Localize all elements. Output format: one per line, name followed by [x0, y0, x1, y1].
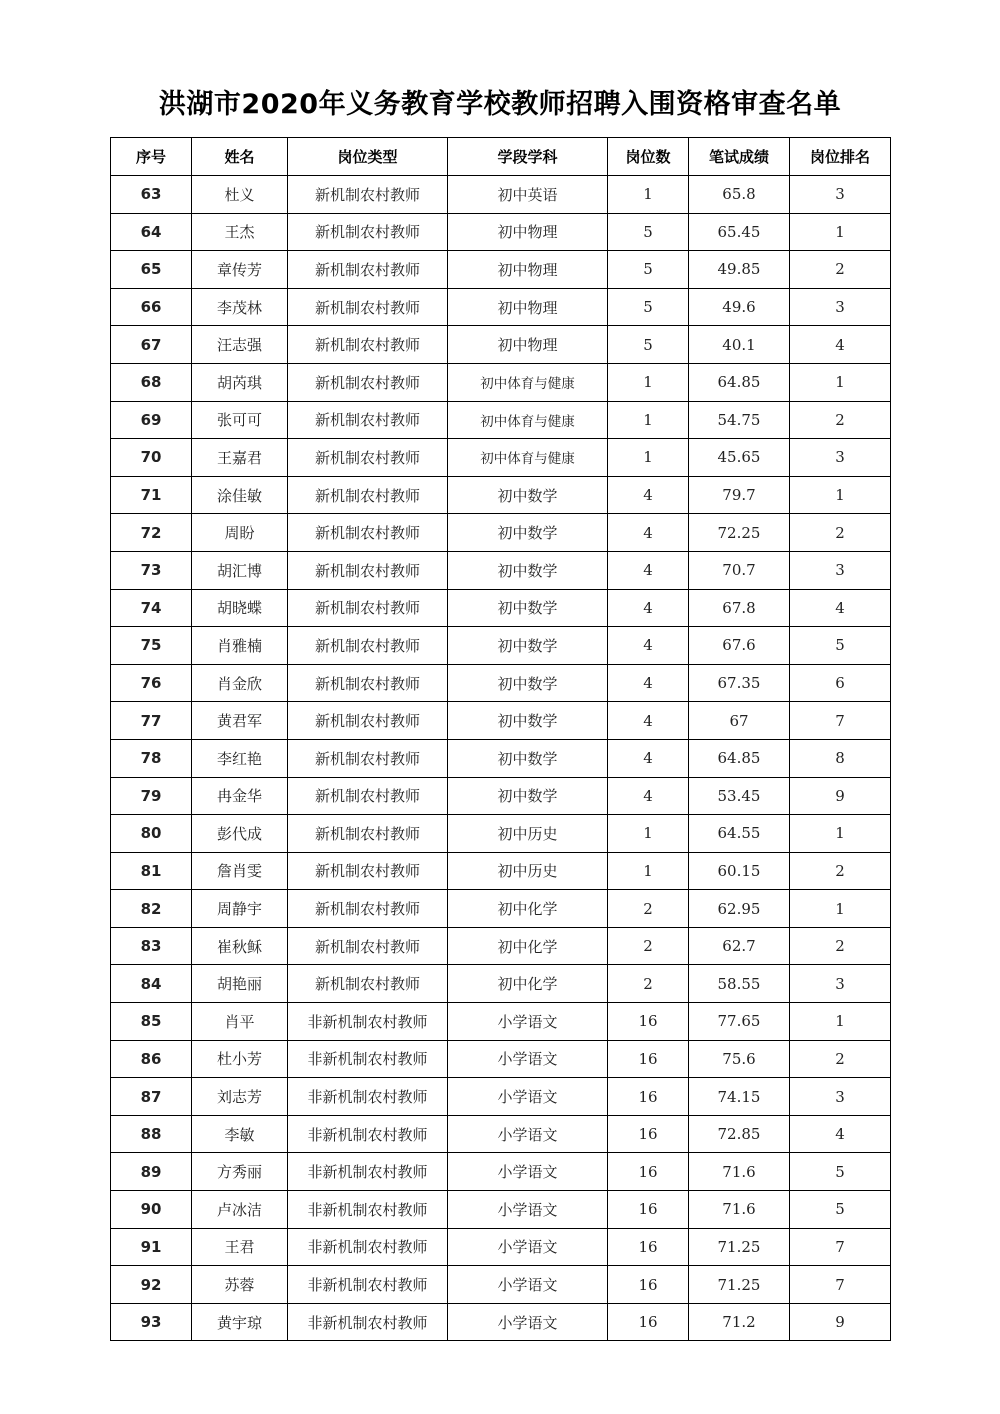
cell-post-rank: 6 [790, 664, 891, 702]
cell-post-rank: 5 [790, 627, 891, 665]
cell-post-rank: 9 [790, 777, 891, 815]
cell-post-type: 新机制农村教师 [288, 213, 448, 251]
cell-post-count: 4 [608, 664, 689, 702]
cell-post-type: 非新机制农村教师 [288, 1228, 448, 1266]
cell-post-count: 1 [608, 363, 689, 401]
cell-post-count: 5 [608, 251, 689, 289]
cell-written-score: 71.6 [689, 1153, 790, 1191]
cell-post-rank: 2 [790, 852, 891, 890]
header-row [111, 138, 891, 176]
cell-name: 胡艳丽 [192, 965, 288, 1003]
cell-subject: 初中数学 [448, 589, 608, 627]
cell-post-count: 16 [608, 1228, 689, 1266]
cell-post-count: 4 [608, 702, 689, 740]
cell-seq: 84 [111, 965, 192, 1003]
cell-subject: 初中数学 [448, 514, 608, 552]
cell-post-rank: 7 [790, 1266, 891, 1304]
cell-subject: 初中物理 [448, 288, 608, 326]
cell-post-type: 新机制农村教师 [288, 251, 448, 289]
cell-post-count: 1 [608, 401, 689, 439]
cell-subject: 初中数学 [448, 702, 608, 740]
cell-seq: 80 [111, 815, 192, 853]
table-body [111, 176, 891, 1341]
cell-name: 胡晓蝶 [192, 589, 288, 627]
table-row [111, 1303, 891, 1341]
cell-post-rank: 2 [790, 401, 891, 439]
cell-subject: 初中数学 [448, 739, 608, 777]
cell-seq: 92 [111, 1266, 192, 1304]
cell-post-count: 4 [608, 551, 689, 589]
cell-subject: 初中物理 [448, 326, 608, 364]
table-row [111, 890, 891, 928]
cell-seq: 93 [111, 1303, 192, 1341]
cell-name: 王杰 [192, 213, 288, 251]
cell-seq: 72 [111, 514, 192, 552]
cell-name: 胡汇博 [192, 551, 288, 589]
cell-post-type: 新机制农村教师 [288, 702, 448, 740]
cell-post-rank: 3 [790, 439, 891, 477]
cell-post-type: 非新机制农村教师 [288, 1078, 448, 1116]
cell-subject: 小学语文 [448, 1266, 608, 1304]
table-row [111, 1191, 891, 1229]
cell-name: 方秀丽 [192, 1153, 288, 1191]
cell-post-rank: 7 [790, 1228, 891, 1266]
cell-written-score: 71.25 [689, 1266, 790, 1304]
cell-written-score: 65.45 [689, 213, 790, 251]
cell-written-score: 71.6 [689, 1191, 790, 1229]
cell-name: 李红艳 [192, 739, 288, 777]
cell-written-score: 62.95 [689, 890, 790, 928]
cell-post-count: 4 [608, 476, 689, 514]
cell-post-type: 新机制农村教师 [288, 852, 448, 890]
cell-written-score: 67.8 [689, 589, 790, 627]
cell-post-rank: 4 [790, 589, 891, 627]
cell-post-type: 非新机制农村教师 [288, 1303, 448, 1341]
cell-post-count: 16 [608, 1191, 689, 1229]
cell-seq: 83 [111, 927, 192, 965]
cell-subject: 小学语文 [448, 1115, 608, 1153]
cell-written-score: 49.6 [689, 288, 790, 326]
cell-name: 王嘉君 [192, 439, 288, 477]
cell-name: 苏蓉 [192, 1266, 288, 1304]
cell-post-type: 非新机制农村教师 [288, 1040, 448, 1078]
cell-written-score: 75.6 [689, 1040, 790, 1078]
cell-seq: 90 [111, 1191, 192, 1229]
cell-post-rank: 2 [790, 251, 891, 289]
cell-post-type: 新机制农村教师 [288, 664, 448, 702]
table-row [111, 326, 891, 364]
cell-post-count: 5 [608, 326, 689, 364]
cell-post-rank: 3 [790, 288, 891, 326]
cell-subject: 初中数学 [448, 551, 608, 589]
cell-subject: 初中化学 [448, 890, 608, 928]
cell-written-score: 79.7 [689, 476, 790, 514]
cell-name: 崔秋稣 [192, 927, 288, 965]
cell-written-score: 49.85 [689, 251, 790, 289]
cell-post-count: 4 [608, 627, 689, 665]
cell-subject: 小学语文 [448, 1040, 608, 1078]
cell-post-count: 5 [608, 213, 689, 251]
header-post-rank: 岗位排名 [790, 138, 891, 176]
cell-post-rank: 1 [790, 213, 891, 251]
cell-post-rank: 4 [790, 326, 891, 364]
cell-post-type: 非新机制农村教师 [288, 1266, 448, 1304]
cell-name: 杜义 [192, 176, 288, 214]
cell-written-score: 67 [689, 702, 790, 740]
cell-post-rank: 3 [790, 965, 891, 1003]
cell-post-type: 新机制农村教师 [288, 890, 448, 928]
cell-written-score: 72.85 [689, 1115, 790, 1153]
table-row [111, 514, 891, 552]
cell-name: 张可可 [192, 401, 288, 439]
cell-subject: 初中数学 [448, 627, 608, 665]
roster-table [110, 137, 891, 1341]
table-row [111, 213, 891, 251]
cell-seq: 65 [111, 251, 192, 289]
table-row [111, 664, 891, 702]
header-written-score: 笔试成绩 [689, 138, 790, 176]
cell-post-type: 新机制农村教师 [288, 739, 448, 777]
cell-post-count: 16 [608, 1003, 689, 1041]
cell-written-score: 74.15 [689, 1078, 790, 1116]
table-row [111, 401, 891, 439]
cell-post-count: 1 [608, 815, 689, 853]
cell-post-type: 新机制农村教师 [288, 927, 448, 965]
cell-written-score: 62.7 [689, 927, 790, 965]
page-title: 洪湖市2020年义务教育学校教师招聘入围资格审查名单 [158, 89, 842, 120]
cell-subject: 小学语文 [448, 1078, 608, 1116]
cell-post-rank: 1 [790, 1003, 891, 1041]
table-row [111, 439, 891, 477]
cell-subject: 初中物理 [448, 251, 608, 289]
cell-subject: 小学语文 [448, 1191, 608, 1229]
cell-written-score: 58.55 [689, 965, 790, 1003]
cell-subject: 初中数学 [448, 476, 608, 514]
cell-name: 周盼 [192, 514, 288, 552]
cell-post-type: 新机制农村教师 [288, 476, 448, 514]
cell-post-type: 新机制农村教师 [288, 363, 448, 401]
cell-post-rank: 1 [790, 815, 891, 853]
cell-post-type: 新机制农村教师 [288, 777, 448, 815]
cell-subject: 初中体育与健康 [448, 363, 608, 401]
table-row [111, 288, 891, 326]
cell-written-score: 40.1 [689, 326, 790, 364]
cell-post-count: 2 [608, 965, 689, 1003]
cell-post-type: 非新机制农村教师 [288, 1115, 448, 1153]
cell-written-score: 65.8 [689, 176, 790, 214]
cell-name: 涂佳敏 [192, 476, 288, 514]
cell-post-count: 16 [608, 1153, 689, 1191]
table-row [111, 1266, 891, 1304]
cell-post-count: 1 [608, 852, 689, 890]
cell-name: 章传芳 [192, 251, 288, 289]
header-name: 姓名 [192, 138, 288, 176]
cell-subject: 初中历史 [448, 815, 608, 853]
cell-post-rank: 3 [790, 176, 891, 214]
cell-subject: 初中化学 [448, 927, 608, 965]
cell-post-type: 新机制农村教师 [288, 401, 448, 439]
cell-post-count: 2 [608, 890, 689, 928]
table-row [111, 1115, 891, 1153]
cell-post-rank: 2 [790, 1040, 891, 1078]
cell-subject: 初中体育与健康 [448, 439, 608, 477]
cell-name: 周静宇 [192, 890, 288, 928]
cell-post-rank: 8 [790, 739, 891, 777]
cell-post-count: 16 [608, 1078, 689, 1116]
cell-seq: 91 [111, 1228, 192, 1266]
cell-written-score: 67.6 [689, 627, 790, 665]
cell-name: 肖金欣 [192, 664, 288, 702]
cell-post-count: 1 [608, 176, 689, 214]
table-row [111, 1040, 891, 1078]
cell-seq: 63 [111, 176, 192, 214]
cell-subject: 初中数学 [448, 664, 608, 702]
cell-post-count: 1 [608, 439, 689, 477]
cell-post-count: 16 [608, 1040, 689, 1078]
cell-name: 杜小芳 [192, 1040, 288, 1078]
cell-post-type: 新机制农村教师 [288, 815, 448, 853]
cell-post-count: 4 [608, 739, 689, 777]
cell-seq: 86 [111, 1040, 192, 1078]
cell-name: 冉金华 [192, 777, 288, 815]
cell-post-rank: 3 [790, 1078, 891, 1116]
cell-written-score: 64.85 [689, 739, 790, 777]
cell-post-rank: 1 [790, 363, 891, 401]
cell-post-rank: 5 [790, 1153, 891, 1191]
cell-subject: 小学语文 [448, 1153, 608, 1191]
cell-subject: 初中体育与健康 [448, 401, 608, 439]
cell-seq: 89 [111, 1153, 192, 1191]
cell-written-score: 70.7 [689, 551, 790, 589]
table-row [111, 1153, 891, 1191]
cell-name: 胡芮琪 [192, 363, 288, 401]
table-row [111, 852, 891, 890]
cell-written-score: 77.65 [689, 1003, 790, 1041]
table-row [111, 551, 891, 589]
table-row [111, 777, 891, 815]
cell-post-type: 新机制农村教师 [288, 176, 448, 214]
cell-seq: 69 [111, 401, 192, 439]
cell-name: 黄君军 [192, 702, 288, 740]
cell-written-score: 64.85 [689, 363, 790, 401]
cell-seq: 70 [111, 439, 192, 477]
cell-written-score: 71.2 [689, 1303, 790, 1341]
header-post-type: 岗位类型 [288, 138, 448, 176]
table-row [111, 627, 891, 665]
cell-written-score: 72.25 [689, 514, 790, 552]
cell-written-score: 64.55 [689, 815, 790, 853]
cell-written-score: 45.65 [689, 439, 790, 477]
cell-seq: 79 [111, 777, 192, 815]
cell-written-score: 54.75 [689, 401, 790, 439]
cell-post-type: 非新机制农村教师 [288, 1191, 448, 1229]
cell-post-rank: 1 [790, 476, 891, 514]
header-seq: 序号 [111, 138, 192, 176]
cell-post-rank: 4 [790, 1115, 891, 1153]
cell-post-count: 4 [608, 514, 689, 552]
table-row [111, 927, 891, 965]
cell-post-rank: 7 [790, 702, 891, 740]
cell-seq: 78 [111, 739, 192, 777]
cell-post-count: 16 [608, 1115, 689, 1153]
cell-post-type: 新机制农村教师 [288, 965, 448, 1003]
cell-post-count: 16 [608, 1303, 689, 1341]
cell-name: 肖平 [192, 1003, 288, 1041]
cell-seq: 81 [111, 852, 192, 890]
table-row [111, 739, 891, 777]
cell-post-type: 新机制农村教师 [288, 551, 448, 589]
cell-post-count: 5 [608, 288, 689, 326]
table-row [111, 251, 891, 289]
table-row [111, 1228, 891, 1266]
cell-post-rank: 9 [790, 1303, 891, 1341]
cell-written-score: 67.35 [689, 664, 790, 702]
cell-post-type: 新机制农村教师 [288, 439, 448, 477]
cell-written-score: 53.45 [689, 777, 790, 815]
cell-post-count: 4 [608, 589, 689, 627]
table-row [111, 363, 891, 401]
cell-post-rank: 3 [790, 551, 891, 589]
cell-seq: 73 [111, 551, 192, 589]
cell-post-type: 新机制农村教师 [288, 288, 448, 326]
cell-post-rank: 5 [790, 1191, 891, 1229]
cell-post-count: 16 [608, 1266, 689, 1304]
cell-written-score: 71.25 [689, 1228, 790, 1266]
cell-subject: 初中数学 [448, 777, 608, 815]
cell-seq: 71 [111, 476, 192, 514]
cell-post-type: 新机制农村教师 [288, 627, 448, 665]
cell-post-rank: 1 [790, 890, 891, 928]
cell-seq: 67 [111, 326, 192, 364]
cell-subject: 初中化学 [448, 965, 608, 1003]
cell-name: 李茂林 [192, 288, 288, 326]
table-row [111, 1078, 891, 1116]
cell-post-type: 新机制农村教师 [288, 326, 448, 364]
cell-written-score: 60.15 [689, 852, 790, 890]
cell-name: 卢冰洁 [192, 1191, 288, 1229]
cell-seq: 77 [111, 702, 192, 740]
cell-name: 詹肖雯 [192, 852, 288, 890]
cell-name: 汪志强 [192, 326, 288, 364]
header-subject: 学段学科 [448, 138, 608, 176]
cell-post-rank: 2 [790, 514, 891, 552]
cell-post-rank: 2 [790, 927, 891, 965]
cell-post-count: 2 [608, 927, 689, 965]
cell-seq: 76 [111, 664, 192, 702]
cell-seq: 85 [111, 1003, 192, 1041]
cell-subject: 初中历史 [448, 852, 608, 890]
cell-post-count: 4 [608, 777, 689, 815]
cell-subject: 初中物理 [448, 213, 608, 251]
cell-subject: 小学语文 [448, 1228, 608, 1266]
cell-post-type: 非新机制农村教师 [288, 1153, 448, 1191]
cell-name: 肖雅楠 [192, 627, 288, 665]
table-row [111, 176, 891, 214]
cell-seq: 75 [111, 627, 192, 665]
table-row [111, 815, 891, 853]
cell-post-type: 新机制农村教师 [288, 589, 448, 627]
cell-name: 刘志芳 [192, 1078, 288, 1116]
cell-subject: 小学语文 [448, 1303, 608, 1341]
cell-name: 彭代成 [192, 815, 288, 853]
cell-post-type: 新机制农村教师 [288, 514, 448, 552]
table-row [111, 589, 891, 627]
cell-seq: 87 [111, 1078, 192, 1116]
cell-post-type: 非新机制农村教师 [288, 1003, 448, 1041]
cell-seq: 74 [111, 589, 192, 627]
cell-name: 王君 [192, 1228, 288, 1266]
table-row [111, 702, 891, 740]
cell-subject: 小学语文 [448, 1003, 608, 1041]
table-row [111, 965, 891, 1003]
table-row [111, 1003, 891, 1041]
cell-seq: 66 [111, 288, 192, 326]
cell-seq: 64 [111, 213, 192, 251]
header-post-count: 岗位数 [608, 138, 689, 176]
cell-seq: 68 [111, 363, 192, 401]
cell-name: 黄宇琼 [192, 1303, 288, 1341]
table-header [111, 138, 891, 176]
cell-seq: 88 [111, 1115, 192, 1153]
cell-seq: 82 [111, 890, 192, 928]
cell-name: 李敏 [192, 1115, 288, 1153]
table-row [111, 476, 891, 514]
cell-subject: 初中英语 [448, 176, 608, 214]
